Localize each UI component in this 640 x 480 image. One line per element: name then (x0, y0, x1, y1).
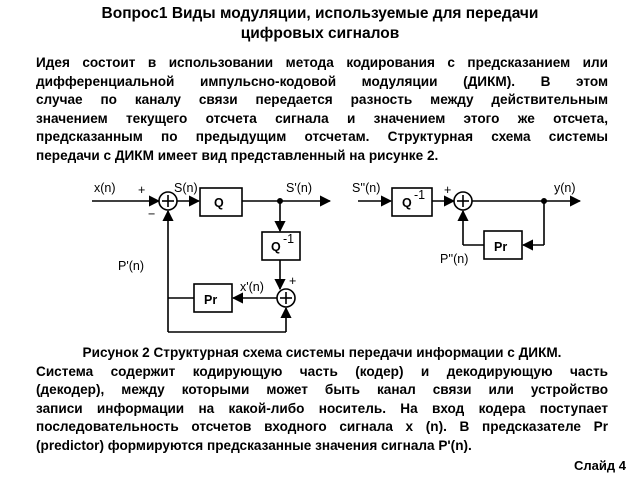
slide-title-line-2: цифровых сигналов (240, 25, 400, 42)
intro-line: Идея состоит в использовании метода кодирования с предсказанием или (36, 55, 608, 70)
label-received: S''(n) (352, 181, 381, 195)
label-minus: − (148, 207, 156, 221)
label-input: x(n) (94, 181, 116, 195)
caption-and-body (36, 344, 608, 456)
body-line: Система содержит кодирующую часть (кодер) и декодирующую часть (36, 363, 608, 379)
inverse-quantizer-box (262, 232, 300, 260)
label-plus: + (138, 183, 146, 197)
slide-title (20, 4, 620, 44)
label-decoder-predictor: Pr (494, 240, 508, 254)
intro-line: дифференциальной импульсно-кодовой модуляции (ДИКМ). В этом (36, 73, 608, 89)
body-line: последовательность отсчетов входного сигнала x (n). В предсказателе Pr (36, 419, 608, 435)
body-line: (predictor) формируются предсказанные значения сигнала P'(n). (36, 437, 472, 453)
label-inv-quantizer: Q (271, 240, 281, 254)
label-decoder-prediction: P''(n) (440, 252, 469, 266)
intro-paragraph (36, 54, 608, 166)
intro-line: случае по каналу связи передается разность между действительным (36, 92, 608, 108)
label-output: y(n) (554, 181, 576, 195)
label-quantized: S'(n) (286, 181, 313, 195)
label-reconstructed: x'(n) (240, 280, 264, 294)
slide-number: Слайд 4 (574, 458, 626, 473)
intro-line: предсказанным по предыдущим отсчетам. Структурная схема системы (36, 129, 608, 145)
body-line: записи информации на какой-либо носитель. На вход кодера поступает (36, 400, 608, 416)
decoder-inverse-quantizer-box (392, 188, 432, 216)
intro-line: значением текущего отсчета сигнала и значением этого же отсчета, (36, 110, 608, 126)
slide-title-line-1: Вопрос1 Виды модуляции, используемые для передачи (101, 5, 539, 22)
label-decoder-plus: + (444, 183, 452, 197)
body-line: (декодер), между которыми может быть канал связи или устройство (36, 382, 608, 398)
label-decoder-inv-sup: -1 (414, 188, 426, 202)
label-encoder-predictor: Pr (204, 293, 218, 307)
label-sum-plus: + (289, 274, 297, 288)
label-decoder-inv-quantizer: Q (402, 196, 412, 210)
label-prediction: P'(n) (118, 259, 145, 273)
intro-line: передачи с ДИКМ имеет вид представленный на рисунке 2. (36, 147, 439, 163)
figure-caption: Рисунок 2 Структурная схема системы передачи информации с ДИКМ. (82, 345, 562, 360)
dpcm-block-diagram (90, 170, 610, 342)
label-difference: S(n) (174, 181, 198, 195)
label-quantizer: Q (214, 196, 224, 210)
label-inv-sup: -1 (283, 232, 295, 246)
